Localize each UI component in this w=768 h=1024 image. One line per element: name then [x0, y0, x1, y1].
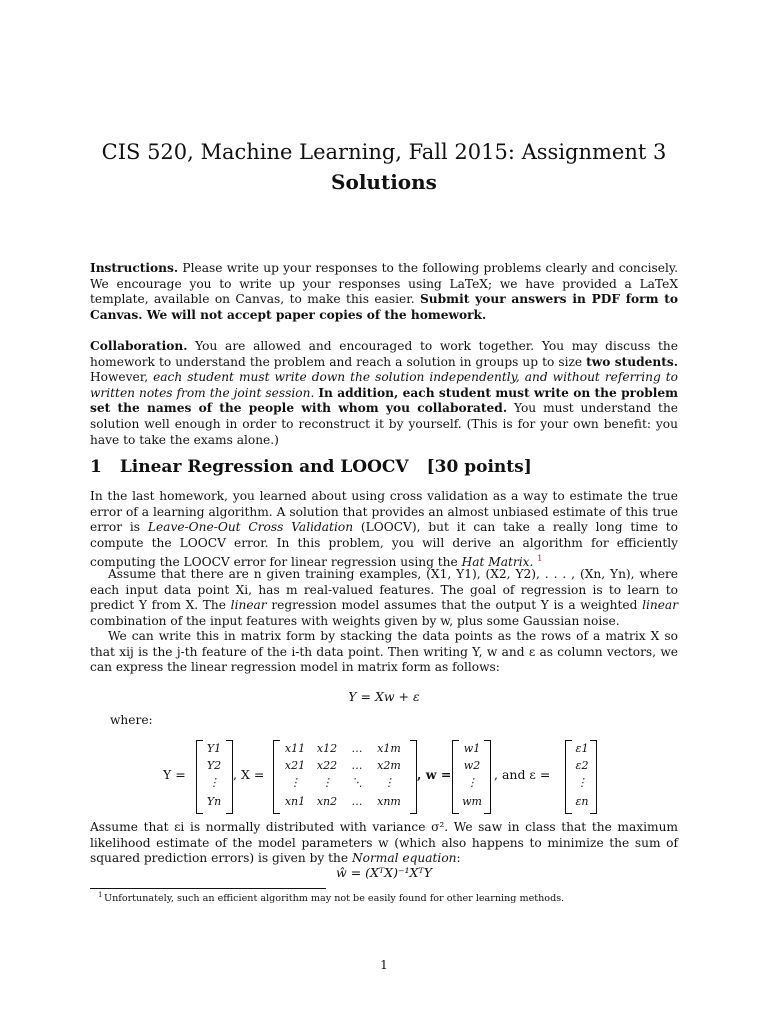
x-cell: ⋱ — [351, 776, 363, 789]
w-cell: w2 — [463, 759, 481, 772]
x-cell: x2m — [377, 759, 401, 772]
p1-text-b: (LOOCV), but it can take a really long time to compute the LOOCV error. In this problem, you will derive an algorithm for efficiently computing the LOOCV error for linear regression using the — [90, 520, 679, 570]
x-cell: … — [351, 759, 363, 772]
instructions-label: Instructions. — [90, 261, 179, 275]
x-cell: xn2 — [316, 795, 338, 808]
section-heading — [90, 457, 550, 477]
w-cell: w1 — [463, 742, 481, 755]
x-cell: xn1 — [284, 795, 306, 808]
collaboration-text-2: However, — [90, 370, 149, 385]
collaboration-text-3: You must understand the solution well enough in order to reconstruct it by yourself. (This is for your own benefit: you have to take the exams alone.) — [90, 401, 679, 447]
footnote-mark: 1 — [98, 891, 103, 899]
paragraph-1 — [90, 489, 678, 571]
x-label: , X = — [233, 767, 265, 782]
x-cell: x22 — [316, 759, 338, 772]
paragraph-2 — [90, 567, 678, 629]
y-label: Y = — [163, 767, 186, 782]
x-cell: ⋮ — [321, 776, 333, 789]
x-bracket-right — [410, 740, 417, 814]
collaboration-bold-1: two students. — [586, 354, 678, 369]
p4-text-a: Assume that εi is normally distributed with variance σ². We saw in class that the maximum likelihood estimate of the model parameters w (which also happens to minimize the sum of squared prediction errors) is given by the — [90, 820, 678, 866]
p1-italic-loocv: Leave-One-Out Cross Validation — [147, 520, 354, 535]
p4-text-b: : — [456, 851, 461, 866]
w-label: , w = — [417, 767, 452, 782]
x-cell: … — [351, 742, 363, 755]
epsilon-cell: εn — [575, 795, 589, 808]
equation-linear-model: Y = Xw + ε — [348, 689, 420, 704]
y-cell: Y1 — [206, 742, 222, 755]
document-subtitle: Solutions — [331, 170, 437, 194]
epsilon-label: , and ε = — [494, 767, 551, 782]
page-number: 1 — [380, 958, 388, 972]
section-points: [30 points] — [426, 457, 532, 477]
p2-text-c: combination of the input features with weights given by w, plus some Gaussian noise. — [90, 613, 620, 628]
epsilon-cell: ⋮ — [576, 776, 588, 789]
y-cell: ⋮ — [208, 776, 220, 789]
epsilon-cell: ε2 — [575, 759, 589, 772]
x-cell: … — [351, 795, 363, 808]
x-cell: x12 — [316, 742, 338, 755]
collaboration-label: Collaboration. — [90, 339, 188, 353]
x-cell: ⋮ — [289, 776, 301, 789]
w-cell: wm — [462, 795, 482, 808]
x-cell: xnm — [377, 795, 401, 808]
epsilon-cell: ε1 — [575, 742, 589, 755]
y-cell: Yn — [206, 795, 222, 808]
collaboration-bold-2: In addition, each student must write on the problem set the names of the people with whom you collaborated. — [90, 385, 679, 416]
w-cell: ⋮ — [466, 776, 478, 789]
equation-normal: ŵ = (XᵀX)⁻¹XᵀY — [336, 865, 432, 880]
p2-italic-linear-2: linear — [642, 598, 679, 613]
x-cell: ⋮ — [383, 776, 395, 789]
instructions-paragraph — [90, 261, 678, 323]
p2-text-b: regression model assumes that the output Y is a weighted — [271, 598, 638, 613]
paragraph-3 — [90, 629, 678, 676]
x-cell: x21 — [284, 759, 306, 772]
collaboration-text-1: You are allowed and encouraged to work together. You may discuss the homework to understand the problem and reach a solution in groups up to size — [90, 339, 678, 369]
document-title: CIS 520, Machine Learning, Fall 2015: Assignment 3 — [101, 140, 667, 164]
footnote-rule — [90, 888, 326, 889]
matrix-definitions — [0, 736, 768, 816]
x-cell: x11 — [284, 742, 306, 755]
p1-italic-hat: Hat Matrix. — [461, 555, 534, 570]
p1-text-a: In the last homework, you learned about using cross validation as a way to estimate the true error of a learning algorithm. A solution that provides an almost unbiased estimate of this true error is — [90, 489, 678, 535]
p2-text-a: Assume that there are n given training examples, (X1, Y1), (X2, Y2), . . . , (Xn, Yn), where each input data point Xi, has m real-valued features. The goal of regression is to learn to predict Y from X. The — [90, 567, 678, 613]
section-number: 1 — [90, 457, 102, 477]
p2-italic-linear: linear — [230, 598, 267, 613]
y-cell: Y2 — [206, 759, 222, 772]
x-cell: x1m — [377, 742, 401, 755]
collaboration-italic: each student must write down the solution independently, and without referring to written notes from the joint session. — [90, 370, 678, 400]
collaboration-paragraph — [90, 339, 678, 448]
footnote-ref: 1 — [537, 554, 543, 564]
p3-text: We can write this in matrix form by stacking the data points as the rows of a matrix X so that xij is the j-th feature of the i-th data point. Then writing Y, w and ε as column vectors, we can express the linear regression model in matrix form as follows: — [90, 629, 678, 675]
instructions-text: Please write up your responses to the following problems clearly and concisely. We encourage you to write up your responses using LaTeX; we have provided a LaTeX template, available on Canvas, to make this easier. — [90, 261, 679, 307]
p4-italic-normal-eq: Normal equation — [351, 851, 457, 866]
instructions-bold: Submit your answers in PDF form to Canvas. We will not accept paper copies of the homework. — [90, 292, 679, 322]
where-label: where: — [110, 713, 153, 727]
section-title: Linear Regression and LOOCV — [119, 457, 409, 477]
footnote-text: Unfortunately, such an efficient algorithm may not be easily found for other learning methods. — [104, 893, 565, 904]
paragraph-4 — [90, 820, 678, 867]
